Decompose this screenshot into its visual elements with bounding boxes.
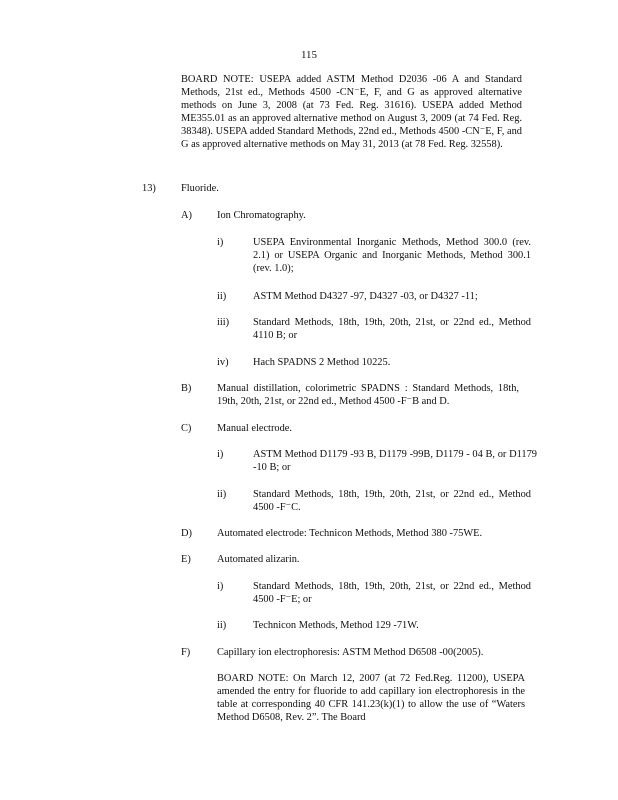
item-a-iii-text: Standard Methods, 18th, 19th, 20th, 21st, or 22nd ed., Method 4110 B; or	[253, 317, 531, 341]
item-e-i-label: i)	[217, 581, 224, 592]
item-a-iii-label: iii)	[217, 317, 230, 328]
item-a-i-text: USEPA Environmental Inorganic Methods, Method 300.0 (rev. 2.1) or USEPA Organic and Inorganic Methods, Method 300.1 (rev. 1.0);	[253, 237, 531, 274]
item-c-i-text: ASTM Method D1179 -93 B, D1179 -99B, D1179 - 04 B, or D1179 -10 B; or	[253, 449, 537, 473]
item-13-label: 13)	[142, 183, 156, 194]
item-a-i-label: i)	[217, 237, 224, 248]
item-a-iv-text: Hach SPADNS 2 Method 10225.	[253, 357, 391, 368]
item-c-label: C)	[181, 423, 192, 434]
item-e-label: E)	[181, 554, 191, 565]
item-d-label: D)	[181, 528, 192, 539]
item-e-ii-label: ii)	[217, 620, 227, 631]
item-e-title: Automated alizarin.	[217, 554, 300, 565]
item-f-label: F)	[181, 647, 191, 658]
item-c-i-label: i)	[217, 449, 224, 460]
item-d-text: Automated electrode: Technicon Methods, Method 380 -75WE.	[217, 528, 483, 539]
item-c-ii-text: Standard Methods, 18th, 19th, 20th, 21st, or 22nd ed., Method 4500 -F⁻C.	[253, 489, 531, 513]
board-note-cyanide: BOARD NOTE: USEPA added ASTM Method D2036 -06 A and Standard Methods, 21st ed., Methods 4500 -CN⁻E, F, and G as approved alternative methods on June 3, 2008 (at 73 Fed. Reg. 31616). USEPA added Method ME355.01 as an approved alternative method on August 3, 2009 (at 74 Fed. Reg. 38348). USEPA added Standard Methods, 22nd ed., Methods 4500 -CN⁻E, F, and G as approved alternative methods on May 31, 2013 (at 78 Fed. Reg. 32558).	[181, 74, 522, 150]
item-b-text: Manual distillation, colorimetric SPADNS : Standard Methods, 18th, 19th, 20th, 21st, or 22nd ed., Method 4500 -F⁻B and D.	[217, 383, 519, 407]
item-a-label: A)	[181, 210, 192, 221]
item-a-ii-label: ii)	[217, 291, 227, 302]
item-f-text: Capillary ion electrophoresis: ASTM Method D6508 -00(2005).	[217, 647, 484, 658]
item-e-ii-text: Technicon Methods, Method 129 -71W.	[253, 620, 419, 631]
item-a-title: Ion Chromatography.	[217, 210, 306, 221]
item-c-title: Manual electrode.	[217, 423, 293, 434]
item-e-i-text: Standard Methods, 18th, 19th, 20th, 21st, or 22nd ed., Method 4500 -F⁻E; or	[253, 581, 531, 605]
page-number: 115	[300, 49, 318, 61]
item-b-label: B)	[181, 383, 192, 394]
item-a-ii-text: ASTM Method D4327 -97, D4327 -03, or D4327 -11;	[253, 291, 478, 302]
item-c-ii-label: ii)	[217, 489, 227, 500]
item-a-iv-label: iv)	[217, 357, 229, 368]
board-note-fluoride: BOARD NOTE: On March 12, 2007 (at 72 Fed.Reg. 11200), USEPA amended the entry for fluoride to add capillary ion electrophoresis in the table at corresponding 40 CFR 141.23(k)(1) to allow the use of “Waters Method D6508, Rev. 2”. The Board	[217, 673, 525, 723]
item-13-title: Fluoride.	[181, 183, 219, 194]
